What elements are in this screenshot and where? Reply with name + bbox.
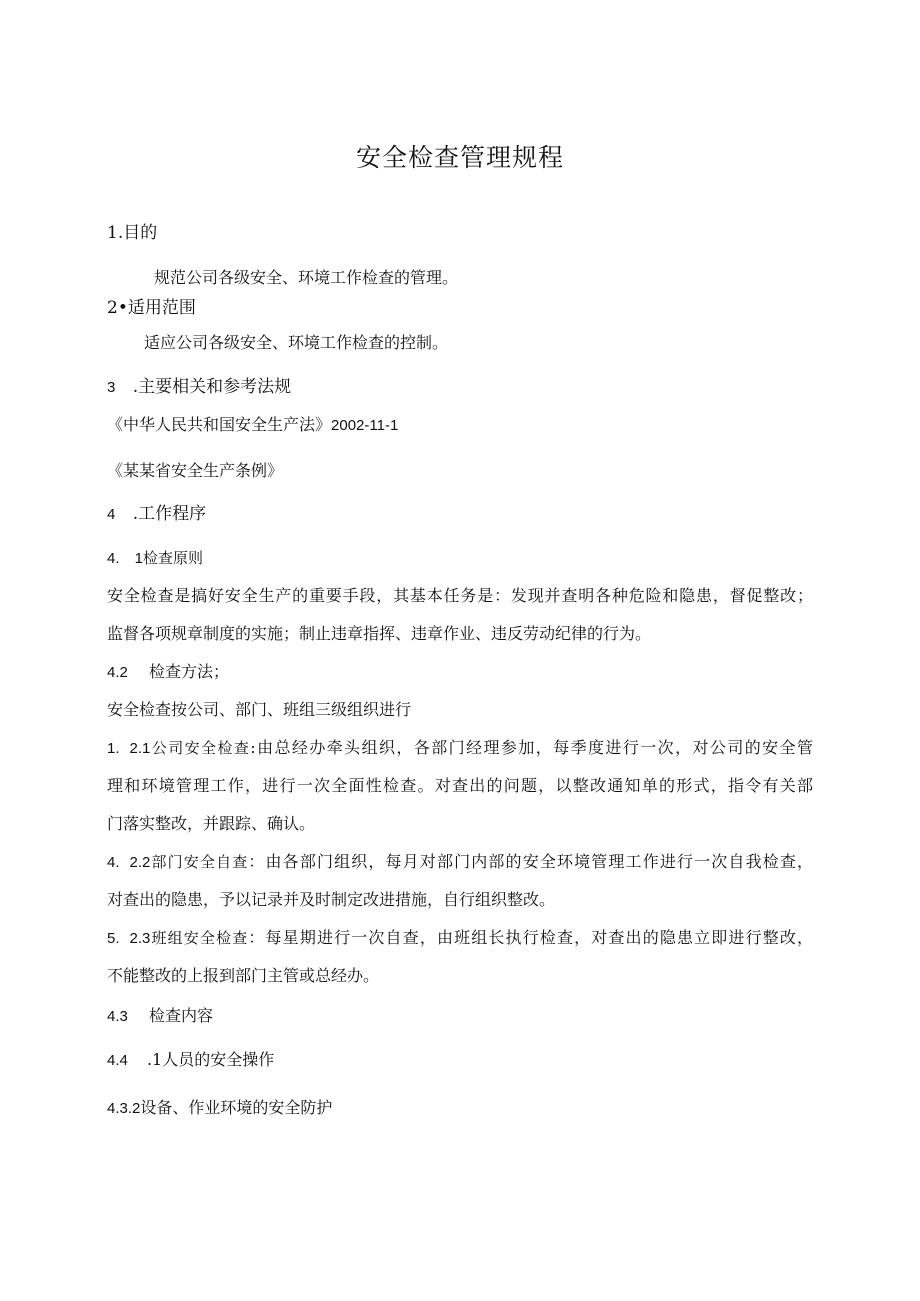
subsection-4-4-number: 4.4 <box>107 1052 128 1069</box>
item-2-3-number: 5. <box>107 930 120 947</box>
law-reference-2: 《某某省安全生产条例》 <box>107 461 284 480</box>
item-2-1-line-2: 理和环境管理工作，进行一次全面性检查。对查出的问题，以整改通知单的形式，指令有关部 <box>107 776 813 795</box>
subsection-4-3-2-heading <box>107 1098 332 1119</box>
subsection-4-1-number: 4. <box>107 550 120 567</box>
item-2-3-line-1 <box>107 928 813 949</box>
item-2-1-line-1 <box>107 738 813 759</box>
subsection-4-1-heading <box>107 548 203 569</box>
section-3-number: 3 <box>107 379 116 396</box>
document-title: 安全检查管理规程 <box>355 143 564 172</box>
item-2-1-number: 1. <box>107 740 120 757</box>
subsection-4-1-body-line-1: 安全检查是搞好安全生产的重要手段，其基本任务是：发现并查明各种危险和隐患，督促整改； <box>107 586 813 605</box>
section-3-heading <box>107 377 291 398</box>
section-1-heading: 1.目的 <box>107 223 158 243</box>
section-3-title: .主要相关和参考法规 <box>132 377 292 397</box>
subsection-4-1-body-line-2: 监督各项规章制度的实施；制止违章指挥、违章作业、违反劳动纪律的行为。 <box>107 624 652 643</box>
section-2-body: 适应公司各级安全、环境工作检查的控制。 <box>144 333 449 352</box>
law-reference-1-date: 2002-11-1 <box>331 417 399 434</box>
item-2-3-line-2: 不能整改的上报到部门主管或总经办。 <box>107 966 380 985</box>
section-2-heading: 2•适用范围 <box>107 298 196 318</box>
item-2-2-line-2: 对查出的隐患，予以记录并及时制定改进措施，自行组织整改。 <box>107 890 556 909</box>
section-4-heading <box>107 504 206 525</box>
item-2-1-title: 2.1公司安全检查 <box>129 740 251 757</box>
item-2-2-line-1 <box>107 852 813 873</box>
item-2-2-text-1: ：由各部门组织，每月对部门内部的安全环境管理工作进行一次自我检查， <box>248 852 813 871</box>
section-4-number: 4 <box>107 506 116 523</box>
subsection-4-3-2-title: 设备、作业环境的安全防护 <box>140 1098 333 1117</box>
subsection-4-3-number: 4.3 <box>107 1008 128 1025</box>
subsection-4-1-title: 1检查原则 <box>134 550 203 567</box>
subsection-4-2-title: 检查方法； <box>148 662 229 681</box>
item-2-1-text-1: :由总经办牵头组织，各部门经理参加，每季度进行一次，对公司的安全管 <box>250 738 813 757</box>
subsection-4-4-heading <box>107 1050 274 1071</box>
subsection-4-3-title: 检查内容 <box>148 1006 213 1025</box>
item-2-1-line-3: 门落实整改，并跟踪、确认。 <box>107 814 316 833</box>
section-1-body: 规范公司各级安全、环境工作检查的管理。 <box>154 268 459 287</box>
subsection-4-2-number: 4.2 <box>107 664 128 681</box>
subsection-4-2-body: 安全检查按公司、部门、班组三级组织进行 <box>107 700 412 719</box>
section-4-title: .工作程序 <box>132 504 207 524</box>
subsection-4-2-heading <box>107 662 229 683</box>
subsection-4-4-title: .1人员的安全操作 <box>146 1050 275 1069</box>
law-reference-1-title: 《中华人民共和国安全生产法》 <box>107 415 332 434</box>
law-reference-1 <box>107 415 398 436</box>
item-2-3-text-1: ：每星期进行一次自查，由班组长执行检查，对查出的隐患立即进行整改， <box>248 928 813 947</box>
item-2-2-title: 2.2部门安全自查 <box>129 854 249 871</box>
subsection-4-3-heading <box>107 1006 213 1027</box>
subsection-4-3-2-number: 4.3.2 <box>107 1100 141 1117</box>
item-2-3-title: 2.3班组安全检查 <box>129 930 249 947</box>
item-2-2-number: 4. <box>107 854 120 871</box>
